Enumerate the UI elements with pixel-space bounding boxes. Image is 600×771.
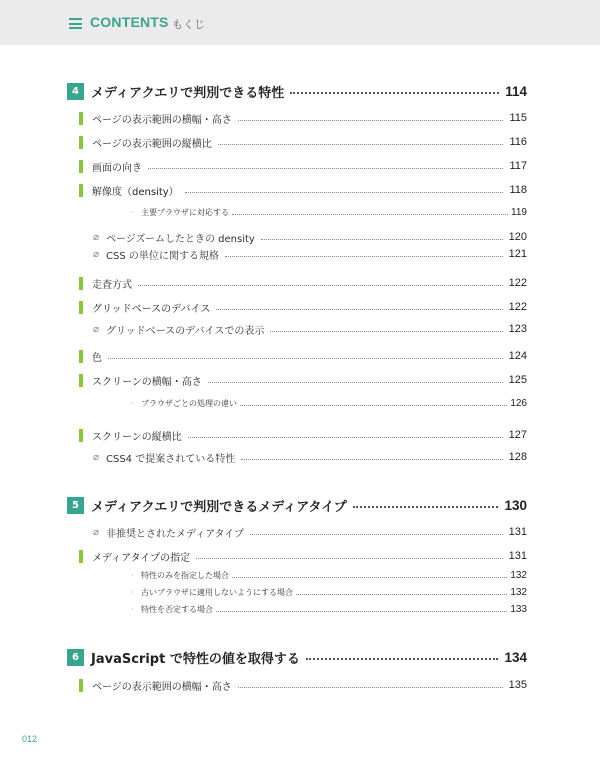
- page-number: 012: [22, 734, 38, 744]
- toc-page-number: 115: [509, 112, 527, 124]
- toc-entry-title: ブラウザごとの処理の違い: [141, 398, 237, 408]
- toc-entry-title: グリッドベースのデバイス: [92, 303, 211, 315]
- paperclip-icon: ⌀: [92, 248, 100, 260]
- toc-section-entry[interactable]: [0, 181, 600, 199]
- dot-leader: [261, 239, 503, 240]
- toc-page-number: 116: [509, 136, 527, 148]
- dot-leader: [148, 168, 503, 169]
- dot-leader: [225, 256, 503, 257]
- section-bar-icon: [79, 429, 83, 442]
- toc-entry-title: スクリーンの横幅・高さ: [92, 376, 202, 388]
- toc-page-number: 128: [508, 451, 527, 463]
- toc-entry-title: ページズームしたときの density: [106, 233, 255, 245]
- header-subtitle: もくじ: [172, 18, 205, 31]
- toc-section-entry[interactable]: [0, 426, 600, 444]
- toc-page-number: 134: [504, 649, 527, 665]
- paperclip-icon: ⌀: [92, 526, 100, 538]
- section-bar-icon: [79, 374, 83, 387]
- toc-page-number: 119: [511, 206, 527, 218]
- chapter-number-badge: 4: [67, 83, 84, 100]
- dot-leader: [238, 120, 504, 121]
- dot-leader: [296, 594, 507, 595]
- dot-leader: [306, 658, 499, 660]
- toc-page-number: 124: [508, 350, 527, 362]
- bullet-dot-icon: ·: [131, 604, 134, 614]
- toc-entry-title: 解像度（density）: [92, 186, 179, 198]
- dot-leader: [353, 506, 499, 508]
- toc-section-entry[interactable]: [0, 676, 600, 694]
- toc-sub-entry[interactable]: [0, 602, 600, 616]
- toc-entry-title: CSS4 で提案されている特性: [106, 453, 236, 465]
- toc-page-number: 132: [510, 586, 527, 598]
- toc-section-entry[interactable]: [0, 298, 600, 316]
- toc-entry-title: JavaScript で特性の値を取得する: [91, 651, 300, 667]
- dot-leader: [188, 437, 503, 438]
- toc-entry-title: メディアタイプの指定: [92, 552, 190, 564]
- section-bar-icon: [79, 160, 83, 173]
- toc-page-number: 126: [510, 397, 527, 409]
- paperclip-icon: ⌀: [92, 231, 100, 243]
- toc-entry-title: メディアクエリで判別できるメディアタイプ: [91, 499, 347, 515]
- toc-page-number: 123: [508, 323, 527, 335]
- toc-page-number: 132: [510, 569, 527, 581]
- paperclip-icon: ⌀: [92, 323, 100, 335]
- dot-leader: [208, 382, 503, 383]
- toc-sub-entry[interactable]: [0, 396, 600, 410]
- toc-entry-title: 走査方式: [92, 279, 132, 291]
- dot-leader: [238, 687, 503, 688]
- toc-entry-title: 特性を否定する場合: [141, 604, 213, 614]
- toc-page-number: 122: [508, 277, 527, 289]
- section-bar-icon: [79, 112, 83, 125]
- section-bar-icon: [79, 550, 83, 563]
- dot-leader: [138, 285, 503, 286]
- toc-chapter-entry[interactable]: [0, 80, 600, 102]
- paperclip-icon: ⌀: [92, 451, 100, 463]
- toc-column-entry[interactable]: [0, 449, 600, 465]
- section-bar-icon: [79, 184, 83, 197]
- toc-sub-entry[interactable]: [0, 205, 600, 219]
- toc-page-number: 131: [508, 550, 527, 562]
- toc-entry-title: 特性のみを指定した場合: [141, 570, 229, 580]
- toc-entry-title: 古いブラウザに適用しないようにする場合: [141, 587, 293, 597]
- bullet-dot-icon: ·: [131, 570, 134, 580]
- chapter-number-badge: 6: [67, 649, 84, 666]
- section-bar-icon: [79, 136, 83, 149]
- bullet-dot-icon: ·: [131, 398, 134, 408]
- section-bar-icon: [79, 277, 83, 290]
- toc-section-entry[interactable]: [0, 547, 600, 565]
- toc-page-number: 125: [508, 374, 527, 386]
- toc-entry-title: 色: [92, 352, 102, 364]
- dot-leader: [196, 558, 503, 559]
- toc-chapter-entry[interactable]: [0, 494, 600, 516]
- toc-entry-title: CSS の単位に関する規格: [106, 250, 219, 262]
- toc-entry-title: 非推奨とされたメディアタイプ: [106, 528, 244, 540]
- dot-leader: [270, 331, 502, 332]
- toc-page-number: 130: [504, 497, 527, 513]
- dot-leader: [185, 192, 504, 193]
- toc-page-number: 120: [508, 231, 527, 243]
- toc-page-number: 135: [508, 679, 527, 691]
- dot-leader: [108, 358, 503, 359]
- toc-page-number: 133: [510, 603, 527, 615]
- toc-column-entry[interactable]: [0, 321, 600, 337]
- chapter-number-badge: 5: [67, 497, 84, 514]
- toc-sub-entry[interactable]: [0, 568, 600, 582]
- toc-section-entry[interactable]: [0, 371, 600, 389]
- toc-entry-title: 画面の向き: [92, 162, 142, 174]
- dot-leader: [250, 534, 503, 535]
- toc-section-entry[interactable]: [0, 347, 600, 365]
- toc-sub-entry[interactable]: [0, 585, 600, 599]
- toc-section-entry[interactable]: [0, 109, 600, 127]
- toc-column-entry[interactable]: [0, 524, 600, 540]
- dot-leader: [216, 309, 502, 310]
- section-bar-icon: [79, 350, 83, 363]
- toc-entry-title: メディアクエリで判別できる特性: [91, 85, 285, 101]
- dot-leader: [241, 459, 502, 460]
- toc-section-entry[interactable]: [0, 133, 600, 151]
- toc-column-entry[interactable]: [0, 229, 600, 245]
- dot-leader: [290, 92, 499, 94]
- toc-chapter-entry[interactable]: [0, 646, 600, 668]
- dot-leader: [216, 611, 507, 612]
- toc-section-entry[interactable]: [0, 157, 600, 175]
- section-bar-icon: [79, 301, 83, 314]
- toc-page-number: 114: [505, 83, 527, 99]
- dot-leader: [240, 405, 507, 406]
- toc-page-number: 117: [509, 160, 527, 172]
- bullet-dot-icon: ·: [131, 207, 134, 217]
- toc-page-number: 131: [508, 526, 527, 538]
- toc-entry-title: グリッドベースのデバイスでの表示: [106, 325, 265, 337]
- toc-column-entry[interactable]: [0, 246, 600, 262]
- toc-section-entry[interactable]: [0, 274, 600, 292]
- section-bar-icon: [79, 679, 83, 692]
- dot-leader: [218, 144, 504, 145]
- dot-leader: [232, 214, 508, 215]
- dot-leader: [232, 577, 507, 578]
- toc-entry-title: ページの表示範囲の横幅・高さ: [92, 114, 232, 126]
- toc-page-number: 118: [509, 184, 527, 196]
- toc-entry-title: スクリーンの縦横比: [92, 431, 182, 443]
- toc-page-number: 127: [508, 429, 527, 441]
- toc-entry-title: 主要ブラウザに対応する: [141, 207, 229, 217]
- toc-page-number: 121: [508, 248, 527, 260]
- toc-entry-title: ページの表示範囲の縦横比: [92, 138, 212, 150]
- header-title: CONTENTS: [90, 14, 169, 30]
- toc-page-number: 122: [508, 301, 527, 313]
- bullet-dot-icon: ·: [131, 587, 134, 597]
- toc-entry-title: ページの表示範囲の横幅・高さ: [92, 681, 232, 693]
